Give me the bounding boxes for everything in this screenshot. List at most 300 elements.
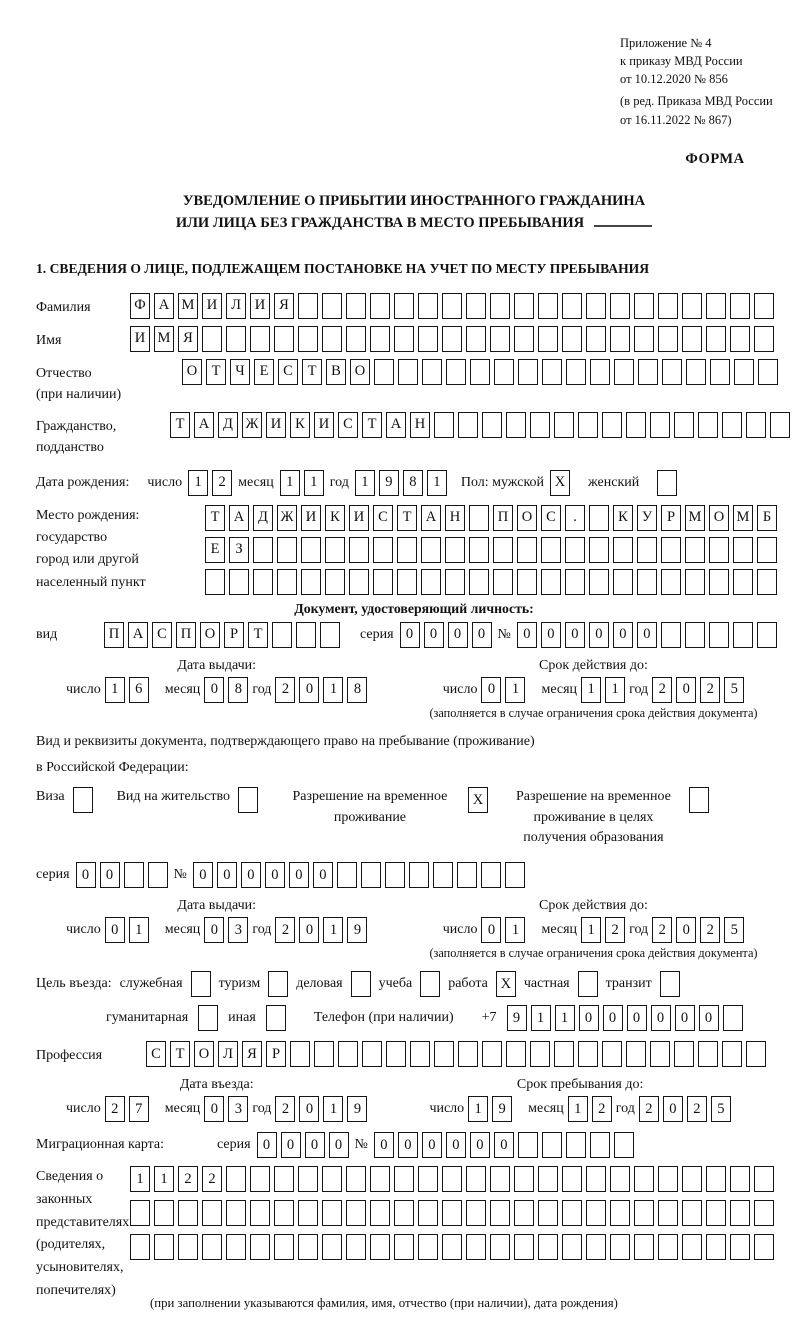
form-cell[interactable] [518,1132,538,1158]
form-cell[interactable]: А [128,622,148,648]
form-cell[interactable] [490,326,510,352]
form-cell[interactable] [685,622,705,648]
form-cell[interactable]: О [350,359,370,385]
form-cell[interactable] [229,569,249,595]
form-cell[interactable] [541,569,561,595]
form-cell[interactable] [658,326,678,352]
form-cell[interactable] [250,1234,270,1260]
form-cell[interactable] [494,359,514,385]
form-cell[interactable] [410,1041,430,1067]
form-cell[interactable] [442,1234,462,1260]
form-cell[interactable] [130,1234,150,1260]
form-cell[interactable] [538,1234,558,1260]
form-cell[interactable] [469,505,489,531]
form-cell[interactable]: В [326,359,346,385]
form-cell[interactable] [434,1041,454,1067]
form-cell[interactable] [422,359,442,385]
form-cell[interactable]: А [194,412,214,438]
form-cell[interactable]: Ж [277,505,297,531]
form-cell[interactable] [314,1041,334,1067]
form-cell[interactable] [542,1132,562,1158]
form-cell[interactable]: 1 [323,1096,343,1122]
form-cell[interactable] [325,569,345,595]
form-cell[interactable] [466,293,486,319]
form-cell[interactable]: 1 [355,470,375,496]
form-cell[interactable] [250,1200,270,1226]
form-cell[interactable] [542,359,562,385]
form-cell[interactable]: 0 [494,1132,514,1158]
form-cell[interactable] [565,569,585,595]
form-cell[interactable] [322,1200,342,1226]
form-cell[interactable] [433,862,453,888]
form-cell[interactable] [554,1041,574,1067]
form-cell[interactable] [346,1166,366,1192]
form-cell[interactable]: П [104,622,124,648]
form-cell[interactable] [661,569,681,595]
form-cell[interactable] [530,412,550,438]
form-cell[interactable] [538,293,558,319]
form-cell[interactable]: 0 [204,1096,224,1122]
form-cell[interactable] [361,862,381,888]
form-cell[interactable] [554,412,574,438]
form-cell[interactable] [469,569,489,595]
form-cell[interactable]: 2 [605,917,625,943]
form-cell[interactable] [746,412,766,438]
form-cell[interactable]: 0 [299,677,319,703]
form-cell[interactable] [706,326,726,352]
form-cell[interactable]: 0 [105,917,125,943]
form-cell[interactable] [250,326,270,352]
form-cell[interactable]: 1 [427,470,447,496]
form-cell[interactable] [374,359,394,385]
form-cell[interactable]: 1 [323,917,343,943]
form-cell[interactable] [446,359,466,385]
form-cell[interactable]: А [386,412,406,438]
form-cell[interactable] [226,1234,246,1260]
form-cell[interactable] [394,1200,414,1226]
form-cell[interactable]: 1 [323,677,343,703]
form-cell[interactable] [689,787,709,813]
form-cell[interactable] [490,1234,510,1260]
form-cell[interactable] [409,862,429,888]
form-cell[interactable] [610,1200,630,1226]
form-cell[interactable] [682,293,702,319]
form-cell[interactable] [746,1041,766,1067]
form-cell[interactable]: Я [178,326,198,352]
form-cell[interactable] [490,1166,510,1192]
form-cell[interactable] [562,1166,582,1192]
form-cell[interactable]: 0 [676,677,696,703]
form-cell[interactable]: 5 [711,1096,731,1122]
form-cell[interactable]: О [517,505,537,531]
form-cell[interactable]: И [314,412,334,438]
form-cell[interactable]: Л [226,293,246,319]
form-cell[interactable] [733,569,753,595]
form-cell[interactable] [538,326,558,352]
form-cell[interactable] [322,1166,342,1192]
form-cell[interactable]: 6 [129,677,149,703]
form-cell[interactable]: 0 [472,622,492,648]
form-cell[interactable] [590,1132,610,1158]
form-cell[interactable] [682,1200,702,1226]
form-cell[interactable]: 0 [589,622,609,648]
form-cell[interactable]: 0 [446,1132,466,1158]
form-cell[interactable]: М [178,293,198,319]
form-cell[interactable]: О [194,1041,214,1067]
form-cell[interactable] [514,293,534,319]
form-cell[interactable] [394,326,414,352]
form-cell[interactable] [482,1041,502,1067]
form-cell[interactable]: 0 [579,1005,599,1031]
form-cell[interactable] [198,1005,218,1031]
form-cell[interactable] [351,971,371,997]
form-cell[interactable]: Н [445,505,465,531]
form-cell[interactable]: 2 [652,677,672,703]
form-cell[interactable] [272,622,292,648]
form-cell[interactable] [634,326,654,352]
form-cell[interactable] [706,1166,726,1192]
form-cell[interactable] [578,1041,598,1067]
form-cell[interactable] [466,1166,486,1192]
form-cell[interactable]: Т [170,1041,190,1067]
form-cell[interactable] [442,326,462,352]
form-cell[interactable] [706,1234,726,1260]
form-cell[interactable]: 0 [305,1132,325,1158]
form-cell[interactable] [298,1166,318,1192]
form-cell[interactable]: Т [302,359,322,385]
form-cell[interactable]: Р [661,505,681,531]
form-cell[interactable]: 0 [217,862,237,888]
form-cell[interactable] [686,359,706,385]
form-cell[interactable] [445,537,465,563]
form-cell[interactable] [253,537,273,563]
form-cell[interactable] [266,1005,286,1031]
form-cell[interactable]: 0 [699,1005,719,1031]
form-cell[interactable]: О [709,505,729,531]
form-cell[interactable]: 1 [568,1096,588,1122]
form-cell[interactable]: Т [248,622,268,648]
form-cell[interactable]: 2 [202,1166,222,1192]
form-cell[interactable] [320,622,340,648]
form-cell[interactable]: 7 [129,1096,149,1122]
form-cell[interactable]: 3 [228,1096,248,1122]
form-cell[interactable] [490,1200,510,1226]
form-cell[interactable] [202,326,222,352]
form-cell[interactable] [730,326,750,352]
form-cell[interactable]: 0 [541,622,561,648]
form-cell[interactable]: 0 [100,862,120,888]
form-cell[interactable] [566,1132,586,1158]
form-cell[interactable] [298,326,318,352]
form-cell[interactable]: 1 [581,677,601,703]
form-cell[interactable]: И [202,293,222,319]
form-cell[interactable] [562,1200,582,1226]
form-cell[interactable]: Н [410,412,430,438]
form-cell[interactable]: 2 [178,1166,198,1192]
form-cell[interactable] [442,1166,462,1192]
form-cell[interactable]: А [154,293,174,319]
form-cell[interactable] [638,359,658,385]
form-cell[interactable] [589,505,609,531]
form-cell[interactable] [322,293,342,319]
form-cell[interactable] [178,1200,198,1226]
form-cell[interactable] [370,1234,390,1260]
form-cell[interactable]: 0 [265,862,285,888]
form-cell[interactable] [130,1200,150,1226]
form-cell[interactable]: 1 [581,917,601,943]
form-cell[interactable]: 9 [492,1096,512,1122]
form-cell[interactable]: 0 [448,622,468,648]
form-cell[interactable]: 0 [398,1132,418,1158]
form-cell[interactable] [730,1200,750,1226]
form-cell[interactable]: Е [205,537,225,563]
form-cell[interactable] [518,359,538,385]
form-cell[interactable]: Р [224,622,244,648]
form-cell[interactable] [277,537,297,563]
form-cell[interactable] [613,569,633,595]
form-cell[interactable] [290,1041,310,1067]
form-cell[interactable] [650,1041,670,1067]
form-cell[interactable]: 0 [257,1132,277,1158]
form-cell[interactable] [706,293,726,319]
form-cell[interactable] [253,569,273,595]
form-cell[interactable] [277,569,297,595]
form-cell[interactable] [505,862,525,888]
form-cell[interactable] [658,1166,678,1192]
form-cell[interactable] [517,569,537,595]
form-cell[interactable] [154,1200,174,1226]
form-cell[interactable]: 1 [280,470,300,496]
form-cell[interactable]: П [493,505,513,531]
form-cell[interactable] [610,293,630,319]
form-cell[interactable]: Ч [230,359,250,385]
form-cell[interactable]: И [130,326,150,352]
form-cell[interactable] [274,1166,294,1192]
form-cell[interactable] [418,293,438,319]
form-cell[interactable] [434,412,454,438]
form-cell[interactable] [634,1166,654,1192]
form-cell[interactable] [337,862,357,888]
form-cell[interactable] [602,1041,622,1067]
form-cell[interactable]: И [349,505,369,531]
form-cell[interactable]: И [250,293,270,319]
form-cell[interactable]: 0 [76,862,96,888]
form-cell[interactable] [757,622,777,648]
form-cell[interactable]: 0 [613,622,633,648]
form-cell[interactable]: Б [757,505,777,531]
form-cell[interactable] [602,412,622,438]
form-cell[interactable]: 0 [481,917,501,943]
form-cell[interactable]: 5 [724,917,744,943]
form-cell[interactable] [578,412,598,438]
form-cell[interactable] [730,1234,750,1260]
form-cell[interactable]: Т [205,505,225,531]
form-cell[interactable] [394,1166,414,1192]
form-cell[interactable] [723,1005,743,1031]
form-cell[interactable]: 3 [228,917,248,943]
form-cell[interactable]: . [565,505,585,531]
form-cell[interactable]: 1 [505,677,525,703]
form-cell[interactable] [370,1166,390,1192]
form-cell[interactable]: Т [170,412,190,438]
form-cell[interactable] [418,1234,438,1260]
form-cell[interactable]: Я [242,1041,262,1067]
form-cell[interactable] [338,1041,358,1067]
form-cell[interactable] [349,537,369,563]
form-cell[interactable]: 1 [555,1005,575,1031]
form-cell[interactable] [397,569,417,595]
form-cell[interactable] [661,622,681,648]
form-cell[interactable] [325,537,345,563]
form-cell[interactable]: 0 [663,1096,683,1122]
form-cell[interactable] [658,1200,678,1226]
form-cell[interactable]: 0 [241,862,261,888]
form-cell[interactable] [481,862,501,888]
form-cell[interactable] [469,537,489,563]
form-cell[interactable] [514,1166,534,1192]
form-cell[interactable] [268,971,288,997]
form-cell[interactable]: М [154,326,174,352]
form-cell[interactable] [578,971,598,997]
form-cell[interactable]: 9 [347,917,367,943]
form-cell[interactable] [733,537,753,563]
form-cell[interactable]: О [182,359,202,385]
form-cell[interactable]: К [290,412,310,438]
form-cell[interactable]: 2 [687,1096,707,1122]
form-cell[interactable] [626,1041,646,1067]
form-cell[interactable] [610,326,630,352]
form-cell[interactable] [420,971,440,997]
form-cell[interactable]: 0 [651,1005,671,1031]
form-cell[interactable] [298,293,318,319]
form-cell[interactable]: 5 [724,677,744,703]
form-cell[interactable] [226,326,246,352]
form-cell[interactable] [394,1234,414,1260]
form-cell[interactable] [490,293,510,319]
form-cell[interactable] [514,1234,534,1260]
form-cell[interactable] [370,1200,390,1226]
form-cell[interactable] [274,326,294,352]
form-cell[interactable] [733,622,753,648]
form-cell[interactable]: 1 [505,917,525,943]
form-cell[interactable]: 0 [299,917,319,943]
form-cell[interactable]: Е [254,359,274,385]
form-cell[interactable] [466,1234,486,1260]
form-cell[interactable] [397,537,417,563]
form-cell[interactable]: О [200,622,220,648]
form-cell[interactable]: 9 [347,1096,367,1122]
form-cell[interactable] [238,787,258,813]
form-cell[interactable]: 0 [289,862,309,888]
form-cell[interactable] [634,1200,654,1226]
form-cell[interactable] [178,1234,198,1260]
form-cell[interactable] [346,293,366,319]
form-cell[interactable]: 0 [603,1005,623,1031]
form-cell[interactable]: 9 [507,1005,527,1031]
form-cell[interactable]: М [685,505,705,531]
form-cell[interactable]: 1 [188,470,208,496]
form-cell[interactable]: 1 [130,1166,150,1192]
form-cell[interactable] [362,1041,382,1067]
form-cell[interactable] [562,326,582,352]
form-cell[interactable] [346,326,366,352]
form-cell[interactable]: 1 [605,677,625,703]
form-cell[interactable] [650,412,670,438]
form-cell[interactable] [754,1200,774,1226]
form-cell[interactable] [586,1234,606,1260]
form-cell[interactable] [301,537,321,563]
form-cell[interactable] [614,1132,634,1158]
form-cell[interactable] [349,569,369,595]
form-cell[interactable]: 2 [700,917,720,943]
form-cell[interactable] [661,537,681,563]
form-cell[interactable] [706,1200,726,1226]
form-cell[interactable]: 0 [374,1132,394,1158]
form-cell[interactable] [754,326,774,352]
form-cell[interactable] [757,569,777,595]
form-cell[interactable]: 2 [212,470,232,496]
form-cell[interactable] [662,359,682,385]
form-cell[interactable] [493,537,513,563]
form-cell[interactable] [457,862,477,888]
form-cell[interactable] [274,1234,294,1260]
form-cell[interactable]: 0 [204,677,224,703]
form-cell[interactable] [73,787,93,813]
form-cell[interactable] [562,293,582,319]
form-cell[interactable] [722,1041,742,1067]
form-cell[interactable] [274,1200,294,1226]
form-cell[interactable] [421,569,441,595]
form-cell[interactable]: 0 [299,1096,319,1122]
form-cell[interactable] [394,293,414,319]
form-cell[interactable] [538,1200,558,1226]
form-cell[interactable] [370,293,390,319]
form-cell[interactable] [589,569,609,595]
form-cell[interactable] [226,1200,246,1226]
form-cell[interactable]: Я [274,293,294,319]
form-cell[interactable] [754,293,774,319]
form-cell[interactable]: С [146,1041,166,1067]
form-cell[interactable] [148,862,168,888]
form-cell[interactable]: 0 [517,622,537,648]
form-cell[interactable]: И [301,505,321,531]
form-cell[interactable] [124,862,144,888]
form-cell[interactable] [298,1234,318,1260]
form-cell[interactable] [590,359,610,385]
form-cell[interactable] [445,569,465,595]
form-cell[interactable] [626,412,646,438]
form-cell[interactable] [586,1200,606,1226]
form-cell[interactable] [682,1234,702,1260]
form-cell[interactable] [637,569,657,595]
form-cell[interactable] [660,971,680,997]
form-cell[interactable] [458,1041,478,1067]
form-cell[interactable]: Т [206,359,226,385]
form-cell[interactable] [466,326,486,352]
form-cell[interactable] [734,359,754,385]
form-cell[interactable]: 0 [193,862,213,888]
form-cell[interactable] [442,293,462,319]
form-cell[interactable] [541,537,561,563]
form-cell[interactable] [506,412,526,438]
form-cell[interactable] [614,359,634,385]
form-cell[interactable]: X [550,470,570,496]
form-cell[interactable] [685,569,705,595]
form-cell[interactable] [514,1200,534,1226]
form-cell[interactable] [589,537,609,563]
form-cell[interactable] [610,1166,630,1192]
form-cell[interactable] [346,1234,366,1260]
